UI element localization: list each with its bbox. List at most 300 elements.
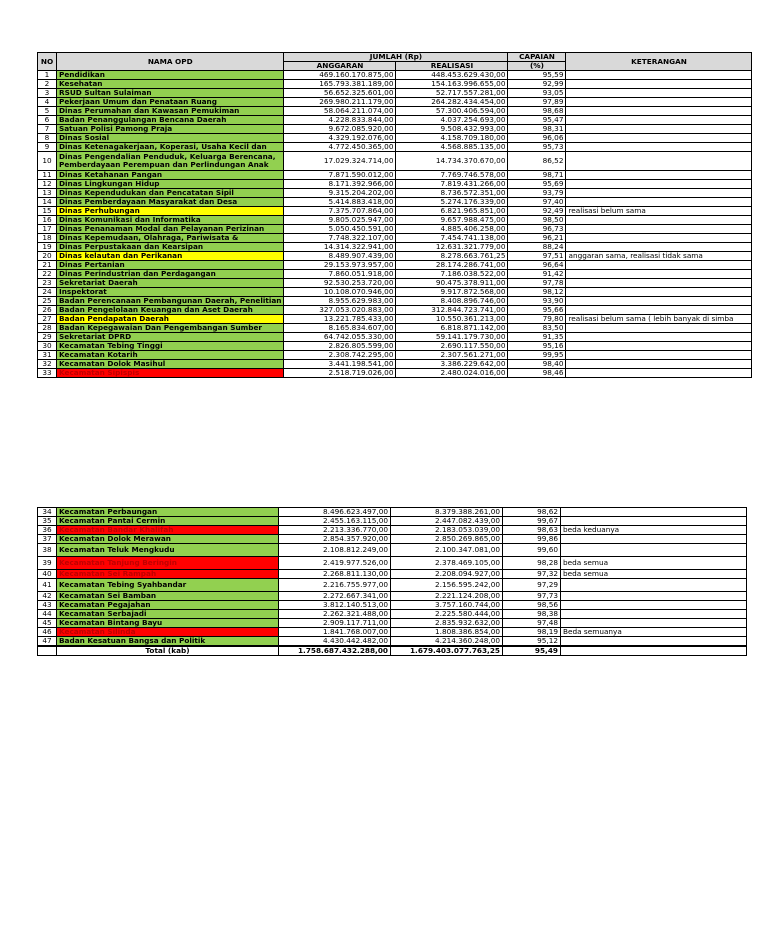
row-number: 37 — [38, 535, 57, 544]
opd-name: Badan Pendapatan Daerah — [57, 315, 284, 324]
opd-name: Kecamatan Sei Rampah — [57, 570, 279, 579]
anggaran-cell: 165.793.381.189,00 — [284, 80, 396, 89]
opd-name: Inspektorat — [57, 288, 284, 297]
opd-name: Dinas Perpustakaan dan Kearsipan — [57, 243, 284, 252]
anggaran-cell: 9.672.085.920,00 — [284, 125, 396, 134]
table-row — [38, 306, 752, 315]
capaian-cell: 93,79 — [508, 189, 566, 198]
anggaran-cell: 2.518.719.026,00 — [284, 369, 396, 378]
total-anggaran: 1.758.687.432.288,00 — [279, 646, 391, 656]
anggaran-cell: 7.375.707.864,00 — [284, 207, 396, 216]
keterangan-cell — [566, 324, 752, 333]
keterangan-cell — [561, 544, 747, 557]
anggaran-cell: 269.980.211.179,00 — [284, 98, 396, 107]
capaian-cell: 98,62 — [503, 508, 561, 517]
capaian-cell: 98,50 — [508, 216, 566, 225]
header-percent: (%) — [508, 62, 566, 71]
capaian-cell: 92,99 — [508, 80, 566, 89]
row-number: 38 — [38, 544, 57, 557]
table-row — [38, 198, 752, 207]
table-row — [38, 261, 752, 270]
opd-name: Kecamatan Dolok Merawan — [57, 535, 279, 544]
keterangan-cell — [566, 306, 752, 315]
keterangan-cell — [566, 80, 752, 89]
anggaran-cell: 13.221.785.433,00 — [284, 315, 396, 324]
capaian-cell: 97,40 — [508, 198, 566, 207]
table-row — [38, 369, 752, 378]
opd-name: Dinas Pertanian — [57, 261, 284, 270]
row-number: 29 — [38, 333, 57, 342]
anggaran-cell: 8.171.392.966,00 — [284, 180, 396, 189]
table-row — [38, 570, 747, 579]
capaian-cell: 86,52 — [508, 152, 566, 171]
anggaran-cell: 2.826.805.599,00 — [284, 342, 396, 351]
capaian-cell: 79,80 — [508, 315, 566, 324]
keterangan-cell — [566, 134, 752, 143]
row-number: 42 — [38, 592, 57, 601]
anggaran-cell: 8.955.629.983,00 — [284, 297, 396, 306]
realisasi-cell: 9.657.988.475,00 — [396, 216, 508, 225]
row-number: 24 — [38, 288, 57, 297]
opd-name: Dinas Pengendalian Penduduk, Keluarga Berencana, Pemberdayaan Perempuan dan Perlindungan Anak — [57, 152, 284, 171]
anggaran-cell: 327.053.020.883,00 — [284, 306, 396, 315]
capaian-cell: 88,24 — [508, 243, 566, 252]
opd-name: Kecamatan Teluk Mengkudu — [57, 544, 279, 557]
realisasi-cell: 2.378.469.105,00 — [391, 557, 503, 570]
opd-name: Dinas Pemberdayaan Masyarakat dan Desa — [57, 198, 284, 207]
row-number: 14 — [38, 198, 57, 207]
keterangan-cell — [566, 279, 752, 288]
keterangan-cell — [566, 216, 752, 225]
capaian-cell: 97,29 — [503, 579, 561, 592]
row-number: 27 — [38, 315, 57, 324]
capaian-cell: 99,86 — [503, 535, 561, 544]
table-row — [38, 579, 747, 592]
row-number: 41 — [38, 579, 57, 592]
row-number: 7 — [38, 125, 57, 134]
row-number: 20 — [38, 252, 57, 261]
realisasi-cell: 2.100.347.081,00 — [391, 544, 503, 557]
opd-name: Dinas Perumahan dan Kawasan Pemukiman — [57, 107, 284, 116]
capaian-cell: 95,12 — [503, 637, 561, 646]
anggaran-cell: 2.308.742.295,00 — [284, 351, 396, 360]
anggaran-cell: 4.430.442.482,00 — [279, 637, 391, 646]
capaian-cell: 95,66 — [508, 306, 566, 315]
keterangan-cell — [566, 180, 752, 189]
realisasi-cell: 448.453.629.430,00 — [396, 71, 508, 80]
realisasi-cell: 2.480.024.016,00 — [396, 369, 508, 378]
table-row — [38, 557, 747, 570]
opd-name: Kecamatan Pegajahan — [57, 601, 279, 610]
anggaran-cell: 4.329.192.076,00 — [284, 134, 396, 143]
total-label: Total (kab) — [57, 646, 279, 656]
capaian-cell: 97,48 — [503, 619, 561, 628]
anggaran-cell: 7.748.322.107,00 — [284, 234, 396, 243]
table-row — [38, 508, 747, 517]
opd-name: Dinas Komunikasi dan Informatika — [57, 216, 284, 225]
realisasi-cell: 2.690.117.550,00 — [396, 342, 508, 351]
anggaran-cell: 8.489.907.439,00 — [284, 252, 396, 261]
capaian-cell: 97,78 — [508, 279, 566, 288]
table-row — [38, 89, 752, 98]
keterangan-cell — [566, 261, 752, 270]
capaian-cell: 91,42 — [508, 270, 566, 279]
keterangan-cell — [561, 610, 747, 619]
realisasi-cell: 8.736.572.351,00 — [396, 189, 508, 198]
keterangan-cell — [566, 125, 752, 134]
capaian-cell: 92,49 — [508, 207, 566, 216]
keterangan-cell — [566, 342, 752, 351]
table-row — [38, 288, 752, 297]
anggaran-cell: 17.029.324.714,00 — [284, 152, 396, 171]
opd-name: Dinas Penanaman Modal dan Pelayanan Perizinan — [57, 225, 284, 234]
row-number: 28 — [38, 324, 57, 333]
realisasi-cell: 2.447.082.439,00 — [391, 517, 503, 526]
row-number: 43 — [38, 601, 57, 610]
table-row — [38, 526, 747, 535]
opd-name: Kecamatan Serbajadi — [57, 610, 279, 619]
table-row — [38, 333, 752, 342]
capaian-cell: 99,67 — [503, 517, 561, 526]
table-row — [38, 324, 752, 333]
table-row — [38, 544, 747, 557]
table-body-2 — [38, 508, 747, 646]
realisasi-cell: 2.850.269.865,00 — [391, 535, 503, 544]
realisasi-cell: 90.475.378.911,00 — [396, 279, 508, 288]
opd-name: Dinas Kepemudaan, Olahraga, Pariwisata & — [57, 234, 284, 243]
realisasi-cell: 14.734.370.670,00 — [396, 152, 508, 171]
opd-name: Badan Kesatuan Bangsa dan Politik — [57, 637, 279, 646]
opd-name: Dinas Perindustrian dan Perdagangan — [57, 270, 284, 279]
keterangan-cell: beda semua — [561, 570, 747, 579]
table-row — [38, 351, 752, 360]
capaian-cell: 98,46 — [508, 369, 566, 378]
table-row — [38, 143, 752, 152]
anggaran-cell: 2.262.321.488,00 — [279, 610, 391, 619]
realisasi-cell: 9.917.872.568,00 — [396, 288, 508, 297]
opd-name: Badan Pengelolaan Keuangan dan Aset Daerah — [57, 306, 284, 315]
total-capaian: 95,49 — [503, 646, 561, 656]
realisasi-cell: 2.221.124.208,00 — [391, 592, 503, 601]
opd-name: Pekerjaan Umum dan Penataan Ruang — [57, 98, 284, 107]
keterangan-cell — [566, 189, 752, 198]
table-body-1 — [38, 71, 752, 378]
opd-name: Badan Penanggulangan Bencana Daerah — [57, 116, 284, 125]
table-row — [38, 360, 752, 369]
row-number: 10 — [38, 152, 57, 171]
capaian-cell: 97,51 — [508, 252, 566, 261]
keterangan-cell: anggaran sama, realisasi tidak sama — [566, 252, 752, 261]
table-row — [38, 592, 747, 601]
realisasi-cell: 9.508.432.993,00 — [396, 125, 508, 134]
keterangan-cell — [566, 171, 752, 180]
total-realisasi: 1.679.403.077.763,25 — [391, 646, 503, 656]
realisasi-cell: 7.454.741.138,00 — [396, 234, 508, 243]
anggaran-cell: 7.871.590.012,00 — [284, 171, 396, 180]
keterangan-cell — [566, 234, 752, 243]
table-row — [38, 116, 752, 125]
capaian-cell: 91,35 — [508, 333, 566, 342]
capaian-cell: 95,16 — [508, 342, 566, 351]
anggaran-cell: 2.216.755.977,00 — [279, 579, 391, 592]
keterangan-cell — [566, 270, 752, 279]
table-row — [38, 98, 752, 107]
table-row — [38, 134, 752, 143]
row-number: 32 — [38, 360, 57, 369]
anggaran-cell: 2.268.811.130,00 — [279, 570, 391, 579]
opd-name: Kecamatan Tebing Syahbandar — [57, 579, 279, 592]
keterangan-cell: Beda semuanya — [561, 628, 747, 637]
keterangan-cell: beda keduanya — [561, 526, 747, 535]
anggaran-cell: 4.772.450.365,00 — [284, 143, 396, 152]
budget-table-part-1 — [37, 52, 752, 378]
opd-name: Kecamatan Sei Bamban — [57, 592, 279, 601]
row-number: 15 — [38, 207, 57, 216]
capaian-cell: 93,90 — [508, 297, 566, 306]
row-number: 13 — [38, 189, 57, 198]
table-row — [38, 619, 747, 628]
opd-name: Sekretariat DPRD — [57, 333, 284, 342]
capaian-cell: 96,64 — [508, 261, 566, 270]
header-nama-opd: NAMA OPD — [57, 53, 284, 71]
realisasi-cell: 2.156.595.242,00 — [391, 579, 503, 592]
table-row — [38, 80, 752, 89]
row-number: 12 — [38, 180, 57, 189]
header-keterangan: KETERANGAN — [566, 53, 752, 71]
row-number: 40 — [38, 570, 57, 579]
capaian-cell: 96,06 — [508, 134, 566, 143]
capaian-cell: 96,21 — [508, 234, 566, 243]
keterangan-cell — [561, 517, 747, 526]
row-number: 5 — [38, 107, 57, 116]
anggaran-cell: 9.315.204.202,00 — [284, 189, 396, 198]
row-number: 47 — [38, 637, 57, 646]
anggaran-cell: 64.742.055.330,00 — [284, 333, 396, 342]
anggaran-cell: 92.530.253.720,00 — [284, 279, 396, 288]
realisasi-cell: 28.174.286.741,00 — [396, 261, 508, 270]
opd-name: Dinas kelautan dan Perikanan — [57, 252, 284, 261]
realisasi-cell: 8.278.663.761,25 — [396, 252, 508, 261]
keterangan-cell: realisasi belum sama — [566, 207, 752, 216]
row-number: 44 — [38, 610, 57, 619]
opd-name: RSUD Sultan Sulaiman — [57, 89, 284, 98]
row-number: 4 — [38, 98, 57, 107]
table-row — [38, 517, 747, 526]
keterangan-cell — [566, 360, 752, 369]
row-number: 25 — [38, 297, 57, 306]
row-number: 21 — [38, 261, 57, 270]
capaian-cell: 97,32 — [503, 570, 561, 579]
table-row — [38, 189, 752, 198]
anggaran-cell: 2.419.977.526,00 — [279, 557, 391, 570]
opd-name: Kecamatan Dolok Masihul — [57, 360, 284, 369]
keterangan-cell — [566, 297, 752, 306]
opd-name: Kecamatan Pantai Cermin — [57, 517, 279, 526]
opd-name: Kecamatan Bintang Bayu — [57, 619, 279, 628]
capaian-cell: 98,31 — [508, 125, 566, 134]
capaian-cell: 98,38 — [503, 610, 561, 619]
realisasi-cell: 4.158.709.180,00 — [396, 134, 508, 143]
anggaran-cell: 5.414.883.418,00 — [284, 198, 396, 207]
keterangan-cell — [561, 535, 747, 544]
keterangan-cell — [566, 152, 752, 171]
keterangan-cell — [566, 89, 752, 98]
realisasi-cell: 4.885.406.258,00 — [396, 225, 508, 234]
capaian-cell: 98,56 — [503, 601, 561, 610]
table-row — [38, 243, 752, 252]
keterangan-cell — [566, 107, 752, 116]
row-number: 45 — [38, 619, 57, 628]
capaian-cell: 99,60 — [503, 544, 561, 557]
anggaran-cell: 58.064.211.074,00 — [284, 107, 396, 116]
opd-name: Dinas Ketahanan Pangan — [57, 171, 284, 180]
row-number: 26 — [38, 306, 57, 315]
realisasi-cell: 57.300.406.594,00 — [396, 107, 508, 116]
realisasi-cell: 1.808.386.854,00 — [391, 628, 503, 637]
capaian-cell: 95,73 — [508, 143, 566, 152]
keterangan-cell — [566, 243, 752, 252]
total-row — [38, 646, 747, 656]
row-number: 46 — [38, 628, 57, 637]
capaian-cell: 98,28 — [503, 557, 561, 570]
table-row — [38, 216, 752, 225]
realisasi-cell: 312.844.723.741,00 — [396, 306, 508, 315]
capaian-cell: 95,47 — [508, 116, 566, 125]
capaian-cell: 97,73 — [503, 592, 561, 601]
opd-name: Kecamatan Sipispis — [57, 369, 284, 378]
keterangan-cell — [561, 637, 747, 646]
row-number: 23 — [38, 279, 57, 288]
realisasi-cell: 7.186.038.522,00 — [396, 270, 508, 279]
table-row — [38, 610, 747, 619]
table-row — [38, 225, 752, 234]
header-capaian: CAPAIAN — [508, 53, 566, 62]
realisasi-cell: 7.769.746.578,00 — [396, 171, 508, 180]
anggaran-cell: 29.153.973.957,00 — [284, 261, 396, 270]
anggaran-cell: 2.909.117.711,00 — [279, 619, 391, 628]
capaian-cell: 98,63 — [503, 526, 561, 535]
realisasi-cell: 7.819.431.266,00 — [396, 180, 508, 189]
anggaran-cell: 4.228.833.844,00 — [284, 116, 396, 125]
anggaran-cell: 8.496.623.497,00 — [279, 508, 391, 517]
table-row — [38, 297, 752, 306]
row-number: 33 — [38, 369, 57, 378]
realisasi-cell: 12.631.321.779,00 — [396, 243, 508, 252]
keterangan-cell — [566, 288, 752, 297]
realisasi-cell: 59.141.179.730,00 — [396, 333, 508, 342]
realisasi-cell: 2.835.932.632,00 — [391, 619, 503, 628]
anggaran-cell: 2.213.336.770,00 — [279, 526, 391, 535]
header-jumlah: JUMLAH (Rp) — [284, 53, 508, 62]
opd-name: Pendidikan — [57, 71, 284, 80]
keterangan-cell — [561, 601, 747, 610]
opd-name: Badan Perencanaan Pembangunan Daerah, Penelitian — [57, 297, 284, 306]
capaian-cell: 98,68 — [508, 107, 566, 116]
row-number: 36 — [38, 526, 57, 535]
opd-name: Dinas Perhubungan — [57, 207, 284, 216]
realisasi-cell: 8.408.896.746,00 — [396, 297, 508, 306]
anggaran-cell: 3.812.140.513,00 — [279, 601, 391, 610]
realisasi-cell: 4.037.254.693,00 — [396, 116, 508, 125]
realisasi-cell: 154.163.996.655,00 — [396, 80, 508, 89]
opd-name: Dinas Kependudukan dan Pencatatan Sipil — [57, 189, 284, 198]
opd-name: Dinas Ketenagakerjaan, Koperasi, Usaha Kecil dan — [57, 143, 284, 152]
realisasi-cell: 6.818.871.142,00 — [396, 324, 508, 333]
row-number: 2 — [38, 80, 57, 89]
row-number: 1 — [38, 71, 57, 80]
keterangan-cell — [566, 143, 752, 152]
row-number: 31 — [38, 351, 57, 360]
capaian-cell: 95,69 — [508, 180, 566, 189]
table-row — [38, 71, 752, 80]
capaian-cell: 97,89 — [508, 98, 566, 107]
header-anggaran: ANGGARAN — [284, 62, 396, 71]
row-number: 6 — [38, 116, 57, 125]
row-number: 22 — [38, 270, 57, 279]
anggaran-cell: 2.108.812.249,00 — [279, 544, 391, 557]
row-number: 16 — [38, 216, 57, 225]
opd-name: Kecamatan Bandar Khalifah — [57, 526, 279, 535]
budget-table-part-2 — [37, 507, 747, 656]
header-realisasi: REALISASI — [396, 62, 508, 71]
anggaran-cell: 8.165.834.607,00 — [284, 324, 396, 333]
table-row — [38, 270, 752, 279]
row-number: 18 — [38, 234, 57, 243]
row-number: 17 — [38, 225, 57, 234]
table-row — [38, 252, 752, 261]
row-number: 34 — [38, 508, 57, 517]
keterangan-cell — [561, 592, 747, 601]
row-number: 19 — [38, 243, 57, 252]
keterangan-cell — [566, 333, 752, 342]
anggaran-cell: 2.854.357.920,00 — [279, 535, 391, 544]
realisasi-cell: 52.717.557.281,00 — [396, 89, 508, 98]
realisasi-cell: 2.208.094.927,00 — [391, 570, 503, 579]
anggaran-cell: 469.160.170.875,00 — [284, 71, 396, 80]
keterangan-cell — [566, 225, 752, 234]
table-row — [38, 342, 752, 351]
table-row — [38, 125, 752, 134]
row-number: 3 — [38, 89, 57, 98]
anggaran-cell: 14.314.322.941,00 — [284, 243, 396, 252]
keterangan-cell — [561, 579, 747, 592]
realisasi-cell: 5.274.176.339,00 — [396, 198, 508, 207]
realisasi-cell: 4.214.360.248,00 — [391, 637, 503, 646]
row-number: 9 — [38, 143, 57, 152]
keterangan-cell — [561, 508, 747, 517]
realisasi-cell: 3.757.160.744,00 — [391, 601, 503, 610]
capaian-cell: 98,71 — [508, 171, 566, 180]
opd-name: Kecamatan Tanjung Beringin — [57, 557, 279, 570]
capaian-cell: 98,12 — [508, 288, 566, 297]
row-number: 30 — [38, 342, 57, 351]
opd-name: Dinas Lingkungan Hidup — [57, 180, 284, 189]
table-row — [38, 637, 747, 646]
capaian-cell: 83,50 — [508, 324, 566, 333]
capaian-cell: 99,95 — [508, 351, 566, 360]
anggaran-cell: 5.050.450.591,00 — [284, 225, 396, 234]
realisasi-cell: 2.225.580.444,00 — [391, 610, 503, 619]
table-row — [38, 180, 752, 189]
realisasi-cell: 10.550.361.213,00 — [396, 315, 508, 324]
anggaran-cell: 3.441.198.541,00 — [284, 360, 396, 369]
anggaran-cell: 10.108.070.946,00 — [284, 288, 396, 297]
opd-name: Satuan Polisi Pamong Praja — [57, 125, 284, 134]
anggaran-cell: 2.455.163.115,00 — [279, 517, 391, 526]
table-row — [38, 234, 752, 243]
table-row — [38, 107, 752, 116]
row-number: 39 — [38, 557, 57, 570]
